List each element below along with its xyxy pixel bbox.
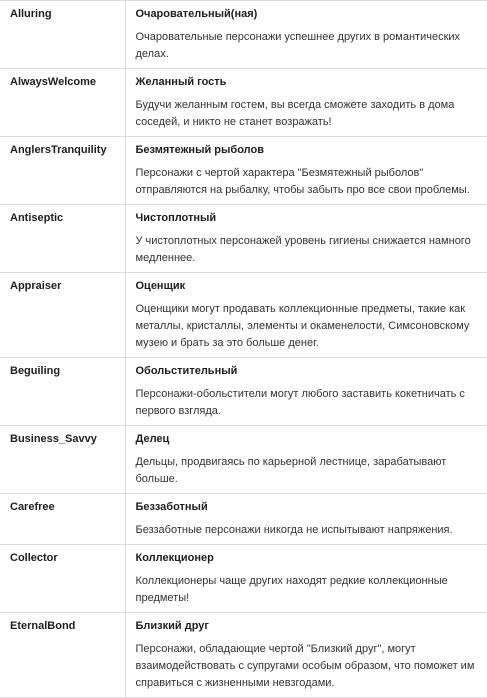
table-row [0,358,487,426]
trait-key: Collector [0,545,125,613]
trait-description: Персонажи с чертой характера "Безмятежный рыболов" отправляются на рыбалку, чтобы забыть про все свои проблемы. [135,167,470,196]
trait-name: Безмятежный рыболов [135,144,264,156]
trait-description: У чистоплотных персонажей уровень гигиены снижается намного медленнее. [135,235,471,264]
trait-cell [125,273,487,358]
trait-description: Коллекционеры чаще других находят редкие коллекционные предметы! [135,575,448,604]
table-row [0,273,487,358]
trait-name: Коллекционер [135,552,214,564]
table-row [0,69,487,137]
trait-name: Беззаботный [135,501,208,513]
trait-description: Дельцы, продвигаясь по карьерной лестнице, зарабатывают больше. [135,456,447,485]
trait-name: Делец [135,433,170,445]
trait-key: Appraiser [0,273,125,358]
trait-cell [125,358,487,426]
trait-key: Alluring [0,1,125,69]
table-row [0,613,487,698]
trait-name: Чистоплотный [135,212,217,224]
trait-key: Beguiling [0,358,125,426]
trait-name: Оценщик [135,280,186,292]
table-row [0,426,487,494]
trait-description: Персонажи-обольстители могут любого заставить кокетничать с первого взгляда. [135,388,465,417]
table-row [0,1,487,69]
trait-key: Antiseptic [0,205,125,273]
table-row [0,545,487,613]
trait-key: AlwaysWelcome [0,69,125,137]
trait-cell [125,205,487,273]
trait-key: AnglersTranquility [0,137,125,205]
trait-name: Близкий друг [135,620,209,632]
trait-cell [125,613,487,698]
trait-name: Очаровательный(ная) [135,8,258,20]
trait-cell [125,1,487,69]
trait-cell [125,545,487,613]
trait-key: Carefree [0,494,125,545]
trait-cell [125,137,487,205]
trait-description: Оценщики могут продавать коллекционные предметы, такие как металлы, кристаллы, элементы и окаменелости, Симсоновскому музею и брать за это больше денег. [135,303,470,349]
trait-description: Беззаботные персонажи никогда не испытывают напряжения. [135,524,453,536]
table-row [0,137,487,205]
trait-name: Желанный гость [135,76,227,88]
trait-cell [125,494,487,545]
table-row [0,205,487,273]
trait-key: EternalBond [0,613,125,698]
trait-description: Персонажи, обладающие чертой "Близкий друг", могут взаимодействовать с супругами особым образом, что поможет им справиться с жизненными невзгодами. [135,643,475,689]
trait-key: Business_Savvy [0,426,125,494]
trait-name: Обольстительный [135,365,238,377]
trait-cell [125,69,487,137]
trait-description: Будучи желанным гостем, вы всегда сможете заходить в дома соседей, и никто не станет возражать! [135,99,455,128]
trait-cell [125,426,487,494]
trait-description: Очаровательные персонажи успешнее других в романтических делах. [135,31,461,60]
table-row [0,494,487,545]
